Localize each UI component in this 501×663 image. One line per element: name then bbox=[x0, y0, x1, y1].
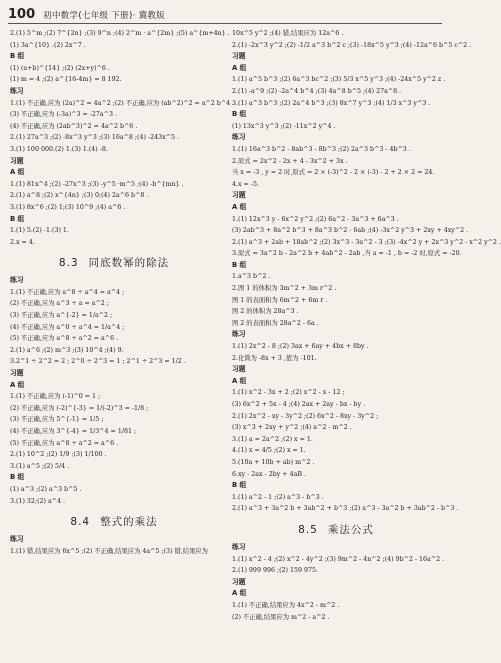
answer-line: 10x^5 y^2 ;(4) 错,结果应为 12a^6 . bbox=[232, 30, 344, 37]
subsection-label: A 组 bbox=[232, 202, 247, 211]
answer-line: 2.(1) 27a^3 ;(2) -8x^3 y^3 ;(3) 16a^8 ;(4) -243x^5 . bbox=[10, 134, 179, 142]
section-number: 8.4 bbox=[70, 516, 91, 529]
subsection-label: B 组 bbox=[10, 52, 25, 61]
subsection-label: 习题 bbox=[232, 365, 246, 374]
answer-line: 3.(1) a^5 ;(2) 5/4 . bbox=[10, 462, 70, 470]
answer-line: 5.(10a + 10b + ab) m^2 . bbox=[232, 458, 315, 466]
subsection-label: A 组 bbox=[232, 63, 247, 72]
answer-line: 图 1 的表面积为 6m^2 + 6m r . bbox=[232, 296, 328, 304]
answer-line: 1.(1) 不正确,应为 (-1)^0 = 1 ; bbox=[10, 393, 101, 401]
answer-line: 1.(1) 错,结果应为 6x^5 ;(2) 不正确,结果应为 4a^5 ;(3) 错,结果应为 bbox=[10, 547, 208, 555]
left-column bbox=[10, 28, 235, 557]
answer-line: (3) 2ab^3 + 8a^2 b^3 + 8a^3 b^2 - 6ab ;(4) -3x^2 y^3 + 2xy + 4xy^2 . bbox=[232, 227, 469, 235]
subsection-label: 练习 bbox=[10, 535, 24, 544]
subsection-label: B 组 bbox=[232, 481, 247, 490]
answer-line: 2.原式 = 2x^2 - 2x + 4 - 3x^2 + 3x . bbox=[232, 157, 348, 165]
answer-line: 4.x = -5. bbox=[232, 180, 259, 188]
answer-line: 3.(1) a^3 b^3 ;(2) 2a^4 b^3 ;(3) 8x^7 y^3 ;(4) 1/3 x^3 y^3 . bbox=[232, 99, 431, 107]
answer-line: 1.(1) a^5 b^3 ;(2) 6a^3 bc^2 ;(3) 5/3 x^5 y^3 ;(4) -24x^5 y^2 z . bbox=[232, 76, 446, 84]
subsection-label: A 组 bbox=[10, 380, 25, 389]
answer-line: 2.(1) a^3 + 3a^2 b + 3ab^2 + b^3 ;(2) a^3 - 3a^2 b + 3ab^2 - b^3 . bbox=[232, 505, 459, 513]
answer-line: 2.(1) 10^2 ;(2) 1/9 ;(3) 1/100 . bbox=[10, 451, 107, 459]
answer-line: (3) x^3 + 2xy + y^2 ;(4) a^2 - m^2 . bbox=[232, 424, 352, 432]
answer-line: 1.(1) x^2 - 4 ;(2) x^2 - 4y^2 ;(3) 9m^2 - 4n^2 ;(4) 9b^2 - 16a^2 . bbox=[232, 555, 445, 563]
answer-line: 2.(1) a^3 + 2ab + 18ab^2 ;(2) 3x^3 - 3a^2 - 3 ;(3) -4x^2 y + 2x^3 y^2 - x^2 y^2 . bbox=[232, 238, 501, 246]
subsection-label: 练习 bbox=[10, 86, 24, 95]
answer-line: 2.(1) 2x^2 - xy - 3y^2 ;(2) 6x^2 - 8xy - 3y^2 ; bbox=[232, 412, 379, 420]
subsection-label: A 组 bbox=[232, 376, 247, 385]
section-title: 乘法公式 bbox=[327, 523, 374, 536]
subsection-label: 习题 bbox=[232, 191, 246, 200]
answer-line: 1.a^3 b^2 . bbox=[232, 273, 271, 281]
answer-line: 3.(1) 8x^6 ;(2) 1;(3) 10^9 ;(4) a^6 . bbox=[10, 203, 126, 211]
answer-line: (3) 不正确,应为 (-3a)^3 = -27a^3 . bbox=[10, 111, 117, 119]
answer-line: 1.(1) 16a^3 b^2 - 8ab^3 - 8b^3 ;(2) 2a^3 b^3 - 4b^3 . bbox=[232, 145, 411, 153]
answer-line: (4) 不正确,应为 3^{-4} = 1/3^4 = 1/81 ; bbox=[10, 428, 137, 435]
answer-line: 1.(1) 5.(2) -1.(3) 1. bbox=[10, 227, 69, 235]
section-heading bbox=[232, 521, 440, 539]
answer-line: (2) 不正确,应为 a^3 ÷ a = a^2 ; bbox=[10, 300, 109, 308]
answer-line: 1.(1) 不正确,应为 (2a)^2 = 4a^2 ;(2) 不正确,应为 (ab^2)^2 = a^2 b^4 . bbox=[10, 99, 235, 107]
answer-line: (1) 3a^{10} .(2) 2x^7 . bbox=[10, 41, 86, 49]
section-title: 整式的乘法 bbox=[100, 516, 158, 529]
subsection-label: 练习 bbox=[232, 133, 246, 142]
answer-line: 3.(1) 32;(2) a^4 . bbox=[10, 497, 66, 505]
answer-line: (1) a^3 ;(2) a^3 b^5 . bbox=[10, 485, 82, 493]
answer-line: 图 2 的表面积为 28a^2 - 6a . bbox=[232, 319, 319, 327]
answer-line: (3) 不正确,应为 5^{-1} = 1/5 ; bbox=[10, 416, 104, 424]
answer-line: 3.原式 = 3a^2 b - 2a^2 b + 4ab^2 - 2ab ,当 a = -1 , b = -2 时,原式 = -20. bbox=[232, 250, 462, 258]
section-heading bbox=[10, 513, 218, 531]
answer-line: 1.(1) 不正确,结果应为 4x^2 - m^2 . bbox=[232, 601, 340, 609]
answer-line: 1.(1) 12x^3 y - 6x^2 y^2 ;(2) 6a^2 - 3a^3 + 6a^3 . bbox=[232, 215, 399, 223]
book-title: 初中数学(七年级 下册)· 冀教版 bbox=[43, 11, 165, 21]
answer-line: 2.(1) -2x^3 y^2 ;(2) -1/2 a^3 b^2 c ;(3) -18x^5 y^3 ;(4) -12a^6 b^5 c^2 . bbox=[232, 41, 472, 49]
answer-line: 1.(1) 不正确,应为 a^8 ÷ a^4 = a^4 ; bbox=[10, 288, 125, 296]
section-heading bbox=[10, 254, 218, 272]
answer-line: 3.(1) a = 2a^2 ;(2) x = 1. bbox=[232, 435, 313, 443]
answer-line: 2.(1) -a^9 ;(2) -2a^4 b^4 ;(3) 4a^8 b^5 ;(4) 27a^8 . bbox=[232, 87, 402, 95]
answer-line: (3) 6x^2 + 5x - 4 ;(4) 2ax + 2ay - bx - by . bbox=[232, 401, 366, 408]
answer-line: 1.(1) 81x^4 ;(2) -27x^3 ;(3) -y^5 ·m^5 ;(4) -b^{mn} . bbox=[10, 180, 184, 188]
answer-line: 2.(1) 5^m ;(2) 7^{2n} ;(3) 9^n ;(4) 2^m · a^{2m} ;(5) a^{m+4n} . bbox=[10, 30, 230, 37]
answer-line: 图 2 的体积为 28a^3 . bbox=[232, 308, 299, 316]
answer-line: (5) 不正确,应为 a^8 ÷ a^2 = a^6 . bbox=[10, 335, 119, 343]
answer-line: 2.(1) a^6 ;(2) m^3 ;(3) 10^4 ;(4) 9. bbox=[10, 346, 124, 354]
subsection-label: 练习 bbox=[10, 276, 24, 285]
answer-line: (5) 不正确,应为 a^8 ÷ a^2 = a^6 . bbox=[10, 439, 119, 447]
subsection-label: B 组 bbox=[232, 110, 247, 119]
subsection-label: B 组 bbox=[10, 473, 25, 482]
section-title: 同底数幂的除法 bbox=[88, 257, 170, 270]
answer-line: 1.(1) 2x^2 - 8 ;(2) 3ax + 6ay + 4bx + 8by . bbox=[232, 343, 369, 351]
section-number: 8.5 bbox=[298, 523, 318, 536]
subsection-label: 习题 bbox=[232, 52, 246, 61]
answer-line: 3.2^1 ÷ 2^2 = 2 ; 2^0 ÷ 2^3 = 1 ; 2^1 ÷ 2^3 = 1/2 . bbox=[10, 358, 186, 366]
subsection-label: B 组 bbox=[232, 260, 247, 269]
answer-line: (4) 不正确,应为 (2ab^3)^2 = 4a^2 b^6 . bbox=[10, 122, 138, 130]
right-column bbox=[232, 28, 501, 623]
subsection-label: B 组 bbox=[10, 214, 25, 223]
answer-line: (1) 13x^3 y^3 ;(2) -11x^2 y^4 . bbox=[232, 122, 336, 130]
answer-line: (1) (a+b)^{14} ;(2) (2x+y)^6 . bbox=[10, 64, 110, 72]
answer-line: 1.(1) a^2 - 1 ;(2) a^3 - b^3 . bbox=[232, 493, 324, 501]
page-number: 100 bbox=[8, 7, 36, 22]
answer-line: 2.化简为 -8x + 3 ,值为 -101. bbox=[232, 354, 317, 362]
answer-line: 2.(1) a^8 ;(2) x^{4n} ;(3) 0;(4) 2a^6 b^8 . bbox=[10, 192, 149, 200]
subsection-label: A 组 bbox=[232, 589, 247, 598]
subsection-label: A 组 bbox=[10, 168, 25, 177]
answer-line: 当 x = -3 , y = 2 时,原式 = 2 × (-3)^2 - 2 × (-3) - 2 + 2 × 2 = 24. bbox=[232, 169, 435, 177]
answer-line: 2.x = 4. bbox=[10, 238, 35, 246]
subsection-label: 习题 bbox=[10, 369, 24, 378]
answer-line: (2) 不正确,结果应为 m^2 - a^2 . bbox=[232, 613, 330, 621]
answer-line: 2.(1) 999 996 ;(2) 159 975. bbox=[232, 567, 319, 575]
answer-line: (1) m = 4 ;(2) a^{16-4m} = 8 192. bbox=[10, 76, 122, 84]
answer-line: 3.(1) 100 000.(2) 1.(3) 1.(4) -8. bbox=[10, 145, 108, 153]
answer-line: (4) 不正确,应为 a^0 ÷ a^4 = 1/a^4 ; bbox=[10, 323, 125, 331]
answer-line: 1.(1) x^2 - 3x + 2 ;(2) x^2 - x - 12 ; bbox=[232, 389, 345, 397]
subsection-label: 练习 bbox=[232, 330, 246, 339]
section-number: 8.3 bbox=[58, 257, 79, 270]
answer-line: 2.图 1 的体积为 3m^2 + 3m r^2 . bbox=[232, 285, 337, 293]
answer-line: (3) 不正确,应为 a^{-2} = 1/a^2 ; bbox=[10, 312, 113, 320]
page-header bbox=[8, 3, 442, 24]
answer-line: (2) 不正确,应为 (-2)^{-3} = 1/(-2)^3 = -1/8 ; bbox=[10, 404, 149, 412]
answer-line: 6.xy - 2ax - 2by + 4aB . bbox=[232, 470, 306, 478]
answer-line: 4.(1) x = 4/5 ;(2) x = 1. bbox=[232, 447, 306, 455]
subsection-label: 习题 bbox=[232, 577, 246, 586]
subsection-label: 练习 bbox=[232, 542, 246, 551]
subsection-label: 习题 bbox=[10, 156, 24, 165]
